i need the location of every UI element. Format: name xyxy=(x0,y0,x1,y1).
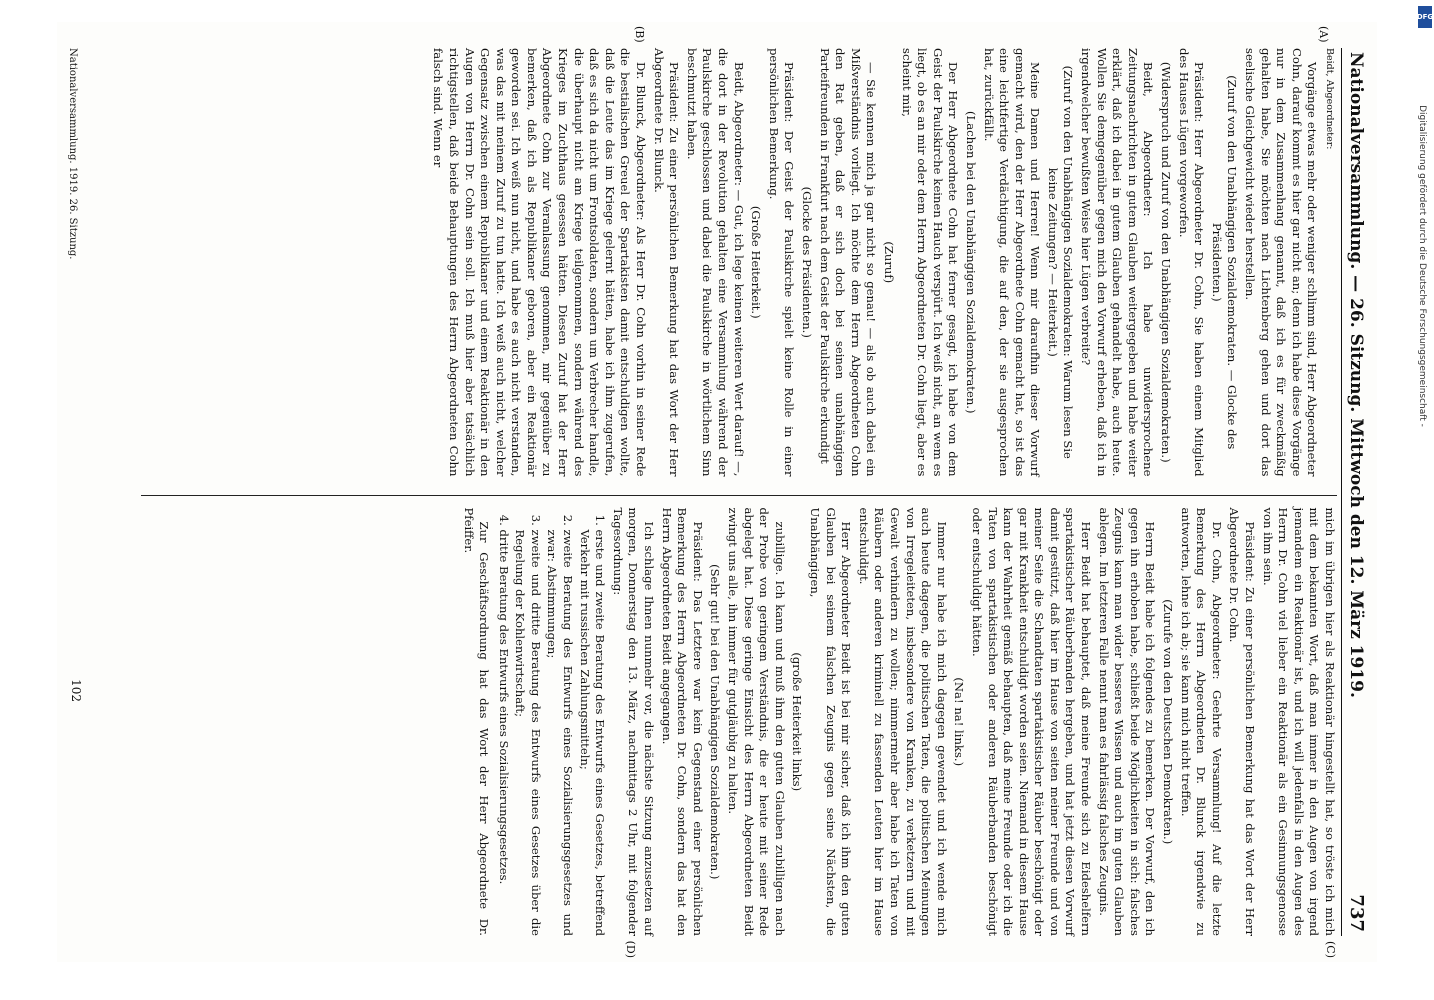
paragraph: Dr. Blunck, Abgeordneter: Als Herr Dr. Cohn vorhin in seiner Rede die bestialischen Greuel der Spartakisten damit entschuldigen wollte, daß die Leute das im Kriege gelernt hätten, habe ich ihm zugerufen, daß es sich da nicht um Frontsoldaten, sondern um Verbrecher handle, die überhaupt nicht am Kriege teilgenommen, sondern während des Krieges im Zuchthaus gesessen hätten. Diesen Zuruf hat der Herr Abgeordnete Cohn zur Veranlassung genommen, mir gegenüber zu bemerken, daß ich als Republikaner geboren, aber ein Reaktionär geworden sei. Ich weiß nun nicht, und habe es auch nicht verstanden, was das mit meinem Zuruf zu tun hatte. Ich weiß auch nicht, welcher Gegensatz zwischen einem Republikaner und einem Reaktionär in den Augen von Herrn Dr. Cohn sein soll. Ich muß hier aber tatsächlich richtigstellen, daß beide Behauptungen des Herrn Abgeordneten Cohn falsch sind. Wenn er xyxy=(431,48,649,477)
digitization-notice-text: Digitalisierung gefördert durch die Deutsche Forschungsgemeinschaft - xyxy=(1417,105,1427,427)
paragraph: — Sie kennen mich ja gar nicht so genau! — als ob auch dabei ein Mißverständnis vorliegt. Ich möchte dem Herrn Abgeordneten Cohn den Rat geben, daß er sich doch bei seinen unabhängigen Parteifreunden in Frankfurt nach dem Geist der Paulskirche erkundigt xyxy=(817,48,879,477)
paragraph: Vorgänge etwas mehr oder weniger schlimm sind, Herr Abgeordneter Cohn, darauf kommt es hier gar nicht an; denn ich habe diese Vorgänge nur in dem Zusammenhang genannt, daß ich es für zweckmäßig gehalten habe, Sie möchten nach Lichtenberg gehen und dort das seelische Gleichgewicht wieder herstellen. xyxy=(1243,48,1320,477)
sheet-number: 102 xyxy=(69,679,83,702)
interjection: (Glocke des Präsidenten.) xyxy=(800,186,814,338)
column-right xyxy=(141,495,1337,937)
margin-marker-c: (C) xyxy=(1324,941,1337,958)
interjection: (Zuruf) xyxy=(881,241,896,284)
closing-paragraph: Zur Geschäftsordnung hat das Wort der Herr Abgeordnete Dr. Pfeiffer. xyxy=(461,507,492,936)
header-title: Nationalversammlung. — 26. Sitzung. Mittwoch den 12. März 1919. xyxy=(1346,52,1366,698)
paragraph: Herr Beidt hat behauptet, daß meine Freunde sich zu Eideshelfern spartakistischer Räuberbanden hergeben, und hat jetzt diesen Vorwurf damit gestützt, daß hier im Hause von seiten meiner Freunde und von meiner Seite die Schandtaten spartakistischer Räuber beschönigt oder gar mit Krankheit entschuldigt worden seien. Niemand in diesem Hause kann der Wahrheit gemäß behaupten, daß meine Freunde oder ich die Taten von spartakistischen oder anderen Räuberbanden beschönigt oder entschuldigt hätten. xyxy=(969,507,1094,936)
page-number: 737 xyxy=(1346,894,1367,932)
paragraph: Dr. Cohn, Abgeordneter: Geehrte Versammlung! Auf die letzte Bemerkung des Herrn Abgeordneten Dr. Blunck irgendwie zu antworten, lehne ich ab; sie kann mich nicht treffen. xyxy=(1178,507,1224,936)
running-header xyxy=(1341,48,1369,936)
paragraph: Meine Damen und Herren! Wenn mir daraufhin dieser Vorwurf gemacht wird, den der Herr Abgeordnete Cohn gemacht hat, so ist das eine leichtfertige Verdächtigung, die auf den, der sie ausgesprochen hat, zurückfällt. xyxy=(981,48,1043,477)
dfg-logo: DFG xyxy=(1418,6,1432,28)
paragraph: mich im übrigen hier als Reaktionär hingestellt hat, so tröste ich mich mit dem bekannten Wort, daß man immer in den Augen von irgend jemandem ein Reaktionär ist, und ich will jedenfalls in den Augen des Herrn Dr. Cohn viel lieber ein Reaktionär als ein Gesinnungsgenosse von ihm sein. xyxy=(1260,507,1337,936)
paragraph: Beidt, Abgeordneter: — Gut, ich lege keinen weiteren Wert darauf! —, die dort in der Revolution gehalten eine Versammlung während der Paulskirche geschlossen und dabei die Paulskirche in wörtlichem Sinn beschmutzt haben. xyxy=(684,48,746,477)
margin-marker-a: (A) xyxy=(1317,26,1330,43)
paragraph: Beidt, Abgeordneter: Ich habe unwidersprochene Zeitungsnachrichten in gutem Glauben weitergegeben und habe weiter erklärt, daß ich dabei in gutem Glauben gehandelt habe, auch heute. Wollen Sie demgegenüber gegen mich den Vorwurf erheben, daß ich in irgendwelcher bewußten Weise hier Lügen verbreite? xyxy=(1079,48,1156,477)
scanned-page xyxy=(57,22,1377,962)
interjection: (Zuruf von den Unabhängigen Sozialdemokraten. — Glocke des Präsidenten.) xyxy=(1209,75,1240,450)
interjection: (Zurufe von den Deutschen Demokraten.) xyxy=(1161,599,1176,845)
agenda-item: 3. zweite und dritte Beratung des Entwurfs eines Gesetzes über die Regelung der Kohlenwirtschaft; xyxy=(512,530,543,937)
paragraph: Herrn Beidt habe ich folgendes zu bemerken. Der Vorwurf, den ich gegen ihn erhoben habe, schließt beide Möglichkeiten in sich: falsches Zeugnis kann man wider besseres Wissen und auch im guten Glauben ablegen. Im letzteren Falle nennt man es fahrlässig falsches Zeugnis. xyxy=(1096,507,1158,936)
interjection: (Große Heiterkeit.) xyxy=(749,205,764,319)
paragraph: Ich schlage Ihnen nunmehr vor, die nächste Sitzung anzusetzen auf morgen, Donnerstag den 13. März, nachmittags 2 Uhr, mit folgender Tagesordnung: xyxy=(610,507,657,936)
column-left xyxy=(141,26,1337,477)
paragraph: Präsident: Das Letztere war kein Gegenstand einer persönlichen Bemerkung des Herrn Abgeordneten Dr. Cohn, sondern das hat den Herrn Abgeordneten Beidt angegangen. xyxy=(659,507,705,936)
paragraph: Herr Abgeordneter Beidt ist bei mir sicher, daß ich ihm den guten Glauben bei seinem falschen Zeugnis gegen seine Nächsten, die Unabhängigen, xyxy=(808,507,854,936)
paragraph: Präsident: Der Geist der Paulskirche spielt keine Rolle in einer persönlichen Bemerkung. xyxy=(766,48,797,477)
margin-marker-b: (B) xyxy=(633,26,646,43)
interjection: (große Heiterkeit links) xyxy=(790,652,805,792)
agenda-item: 2. zweite Beratung des Entwurfs eines Sozialisierungsgesetzes und zwar: Abstimmungen; xyxy=(544,530,575,937)
interjection: (Lachen bei den Unabhängigen Sozialdemokraten.) xyxy=(963,111,978,414)
paragraph: Immer nur habe ich mich dagegen gewendet und ich wende mich auch heute dagegen, die politischen Taten, die politischen Meinungen von Irregeleiteten, insbesondere von Kranken, zu verketzern und mit Gewalt verhindern zu wollen; nimmermehr aber habe ich Taten von Räubern oder anderen kriminell zu fassenden Leuten hier im Hause entschuldigt. xyxy=(856,507,949,936)
text-columns xyxy=(141,26,1337,936)
agenda-item: 1. erste und zweite Beratung des Entwurfs eines Gesetzes, betreffend Verkehr mit russischen Zahlungsmitteln; xyxy=(576,530,607,937)
page-footer xyxy=(67,48,78,936)
margin-marker-d: (D) xyxy=(624,940,637,958)
interjection: (Na! na! links.) xyxy=(952,677,967,767)
digitization-notice xyxy=(1412,6,1432,526)
footer-text: Nationalversammlung. 1919. 26. Sitzung. xyxy=(67,48,78,260)
paragraph: Präsident: Zu einer persönlichen Bemerkung hat das Wort der Herr Abgeordnete Dr. Cohn. xyxy=(1227,507,1258,936)
agenda-item: 4. dritte Beratung des Entwurfs eines Sozialisierungsgesetzes. xyxy=(495,530,511,937)
interjection: (Zuruf von den Unabhängigen Sozialdemokraten: Warum lesen Sie keine Zeitungen? — Heiterkeit.) xyxy=(1045,65,1076,459)
paragraph: Präsident: Herr Abgeordneter Dr. Cohn, Sie haben einem Mitglied des Hauses Lügen vorgeworfen. xyxy=(1176,48,1207,477)
paragraph: Der Herr Abgeordnete Cohn hat ferner gesagt, ich habe von dem Geist der Paulskirche keinen Hauch verspürt. Ich weiß nicht, an wem es liegt, ob es an mir oder dem Herrn Abgeordneten Dr. Cohn liegt, aber es scheint mir, xyxy=(899,48,961,477)
interjection: (Widerspruch und Zuruf von den Unabhängigen Sozialdemokraten.) xyxy=(1159,61,1174,463)
paragraph: Präsident: Zu einer persönlichen Bemerkung hat das Wort der Herr Abgeordnete Dr. Blunck. xyxy=(651,48,682,477)
interjection: (Sehr gut! bei den Unabhängigen Sozialdemokraten.) xyxy=(708,564,723,880)
speaker-tag: Beidt, Abgeordneter: xyxy=(1324,48,1335,150)
paragraph: zubillige. Ich kann und muß ihm den guten Glauben zubilligen nach der Probe von geringem Verständnis, die er heute mit seiner Rede abgelegt hat. Diese geringe Einsicht des Herrn Abgeordneten Beidt zwingt uns alle, ihn immer für gutgläubig zu halten. xyxy=(726,507,787,936)
agenda-list xyxy=(495,508,607,937)
